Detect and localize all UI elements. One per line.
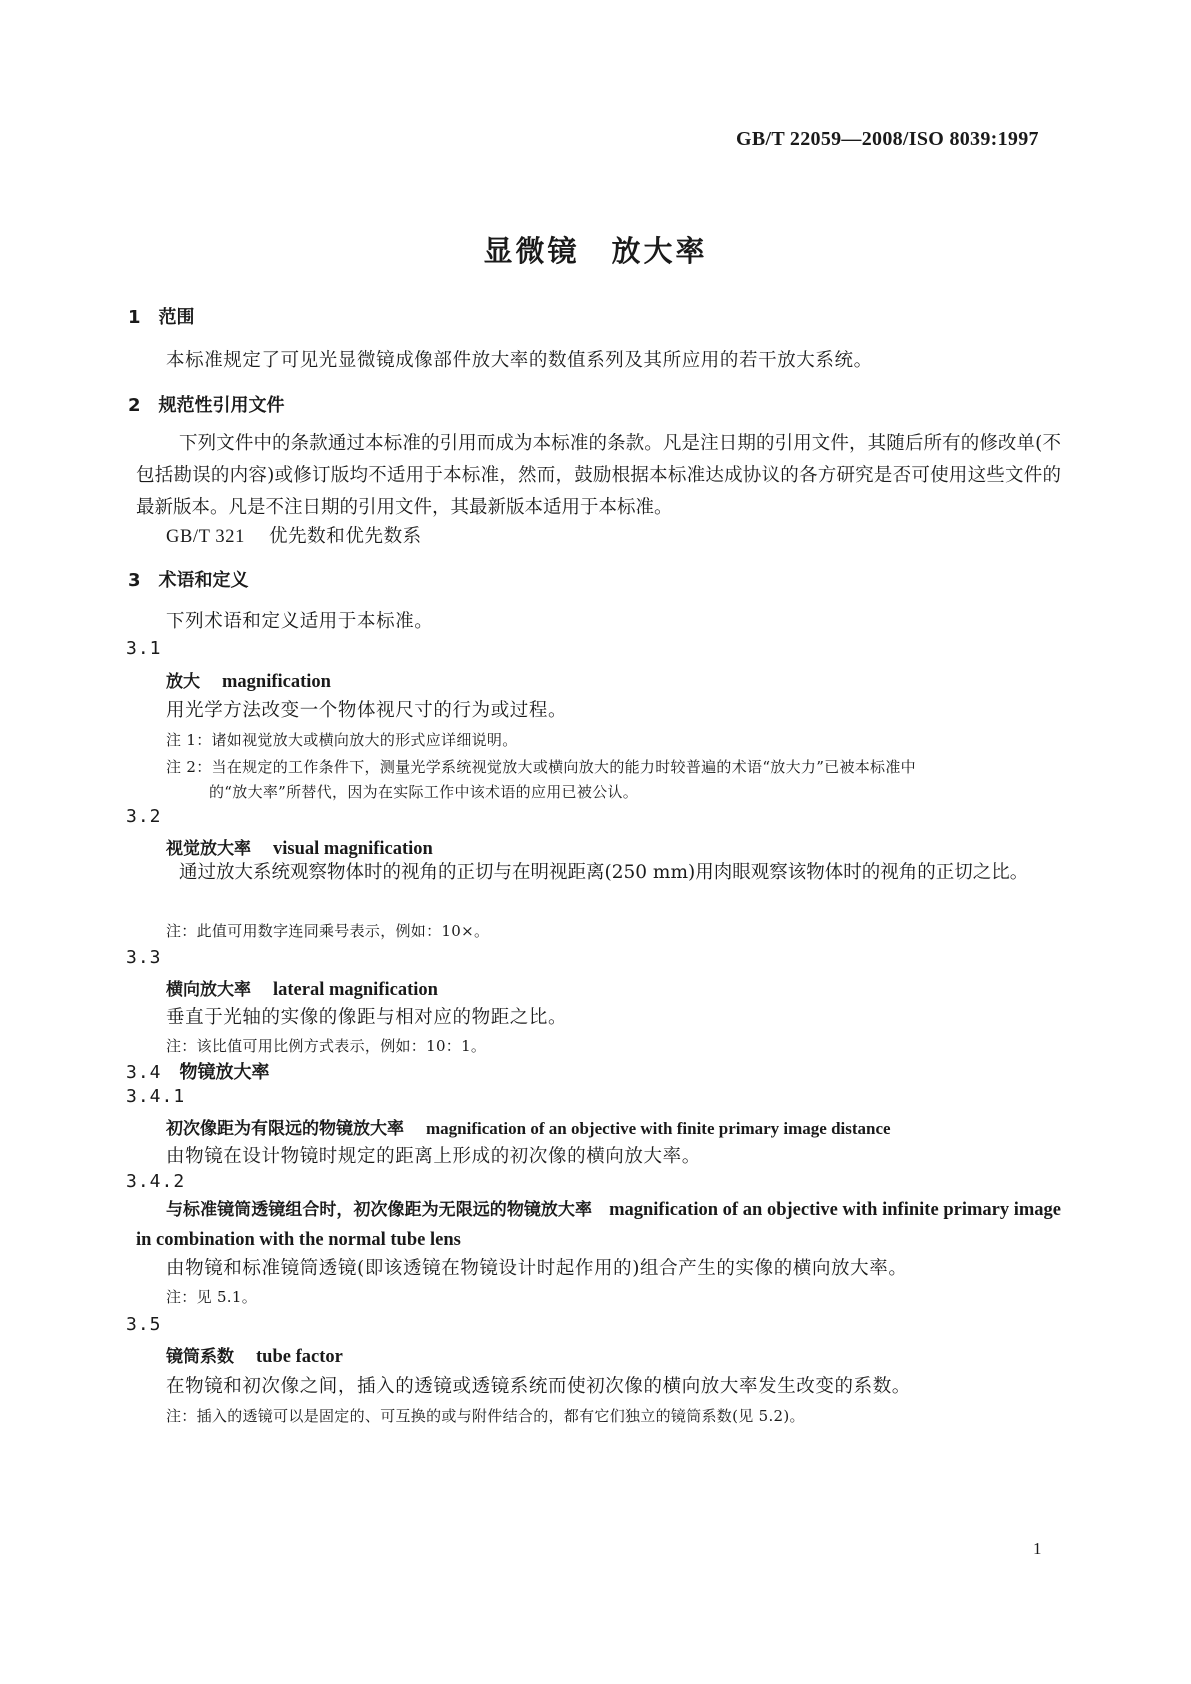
clause-number: 3.4.2	[126, 1171, 186, 1192]
term-en: visual magnification	[273, 839, 433, 859]
term-en: magnification	[222, 672, 331, 692]
term-definition: 在物镜和初次像之间，插入的透镜或透镜系统而使初次像的横向放大率发生改变的系数。	[166, 1376, 911, 1397]
section-title: 范围	[158, 307, 195, 328]
term-note: 注 1：诸如视觉放大或横向放大的形式应详细说明。	[166, 731, 518, 749]
reference-title: 优先数和优先数系	[268, 526, 422, 547]
clause-number: 3.1	[126, 638, 162, 659]
document-title: 显微镜 放大率	[483, 234, 708, 268]
term-zh: 视觉放大率	[166, 839, 251, 859]
term-zh: 横向放大率	[166, 980, 251, 1000]
section-1-heading	[128, 303, 195, 329]
section-title: 规范性引用文件	[158, 395, 285, 416]
term-heading	[166, 667, 331, 693]
section-number: 2	[128, 395, 141, 416]
clause-number: 3.4	[126, 1062, 162, 1083]
clause-number: 3.2	[126, 806, 162, 827]
term-note	[166, 756, 916, 777]
normative-reference	[166, 522, 422, 548]
term-definition: 由物镜在设计物镜时规定的距离上形成的初次像的横向放大率。	[166, 1146, 701, 1167]
term-zh: 镜筒系数	[166, 1347, 234, 1367]
term-heading	[166, 1114, 891, 1139]
term-definition: 垂直于光轴的实像的像距与相对应的物距之比。	[166, 1007, 568, 1028]
term-heading	[166, 975, 438, 1001]
term-heading	[166, 1342, 343, 1368]
term-heading	[136, 1195, 1061, 1255]
standard-number: GB/T 22059—2008/ISO 8039:1997	[736, 128, 1039, 150]
term-en: lateral magnification	[273, 980, 438, 1000]
note-line: 当在规定的工作条件下，测量光学系统视觉放大或横向放大的能力时较普遍的术语“放大力”已被本标准中	[211, 758, 916, 776]
term-zh: 初次像距为有限远的物镜放大率	[166, 1119, 404, 1139]
section-1-text: 本标准规定了可见光显微镜成像部件放大率的数值系列及其所应用的若干放大系统。	[166, 350, 873, 371]
section-number: 1	[128, 307, 141, 328]
note-line: 的“放大率”所替代，因为在实际工作中该术语的应用已被公认。	[209, 783, 639, 801]
clause-title: 物镜放大率	[179, 1062, 270, 1083]
section-3-heading	[128, 566, 249, 592]
section-number: 3	[128, 570, 141, 591]
term-note: 注：该比值可用比例方式表示，例如：10：1。	[166, 1037, 487, 1055]
term-note: 注：此值可用数字连同乘号表示，例如：10×。	[166, 922, 490, 940]
term-en: magnification of an objective with infinite primary image in combination with the normal tube lens	[136, 1200, 1062, 1250]
term-definition: 由物镜和标准镜筒透镜(即该透镜在物镜设计时起作用的)组合产生的实像的横向放大率。	[166, 1258, 908, 1279]
section-2-text: 下列文件中的条款通过本标准的引用而成为本标准的条款。凡是注日期的引用文件，其随后所有的修改单(不包括勘误的内容)或修订版均不适用于本标准，然而，鼓励根据本标准达成协议的各方研究是否可使用这些文件的最新版本。凡是不注日期的引用文件，其最新版本适用于本标准。	[136, 433, 1061, 518]
term-definition: 用光学方法改变一个物体视尺寸的行为或过程。	[166, 700, 568, 721]
term-en: tube factor	[256, 1347, 343, 1367]
clause-heading	[126, 1058, 270, 1084]
term-note: 注：见 5.1。	[166, 1288, 258, 1306]
clause-number: 3.5	[126, 1314, 162, 1335]
clause-number: 3.4.1	[126, 1086, 186, 1107]
term-zh: 放大	[166, 672, 200, 692]
note-label: 注 2：	[166, 758, 212, 776]
reference-code: GB/T 321	[166, 527, 245, 547]
section-2-heading	[128, 391, 285, 417]
section-3-intro: 下列术语和定义适用于本标准。	[166, 611, 434, 632]
clause-number: 3.3	[126, 947, 162, 968]
page-number: 1	[1033, 1539, 1042, 1558]
term-zh: 与标准镜筒透镜组合时，初次像距为无限远的物镜放大率	[166, 1200, 593, 1220]
term-en: magnification of an objective with finite primary image distance	[426, 1119, 891, 1138]
term-note: 注：插入的透镜可以是固定的、可互换的或与附件结合的，都有它们独立的镜筒系数(见 5.2)。	[166, 1407, 805, 1425]
section-title: 术语和定义	[158, 570, 249, 591]
term-definition: 通过放大系统观察物体时的视角的正切与在明视距离(250 mm)用肉眼观察该物体时的视角的正切之比。	[179, 862, 1029, 883]
